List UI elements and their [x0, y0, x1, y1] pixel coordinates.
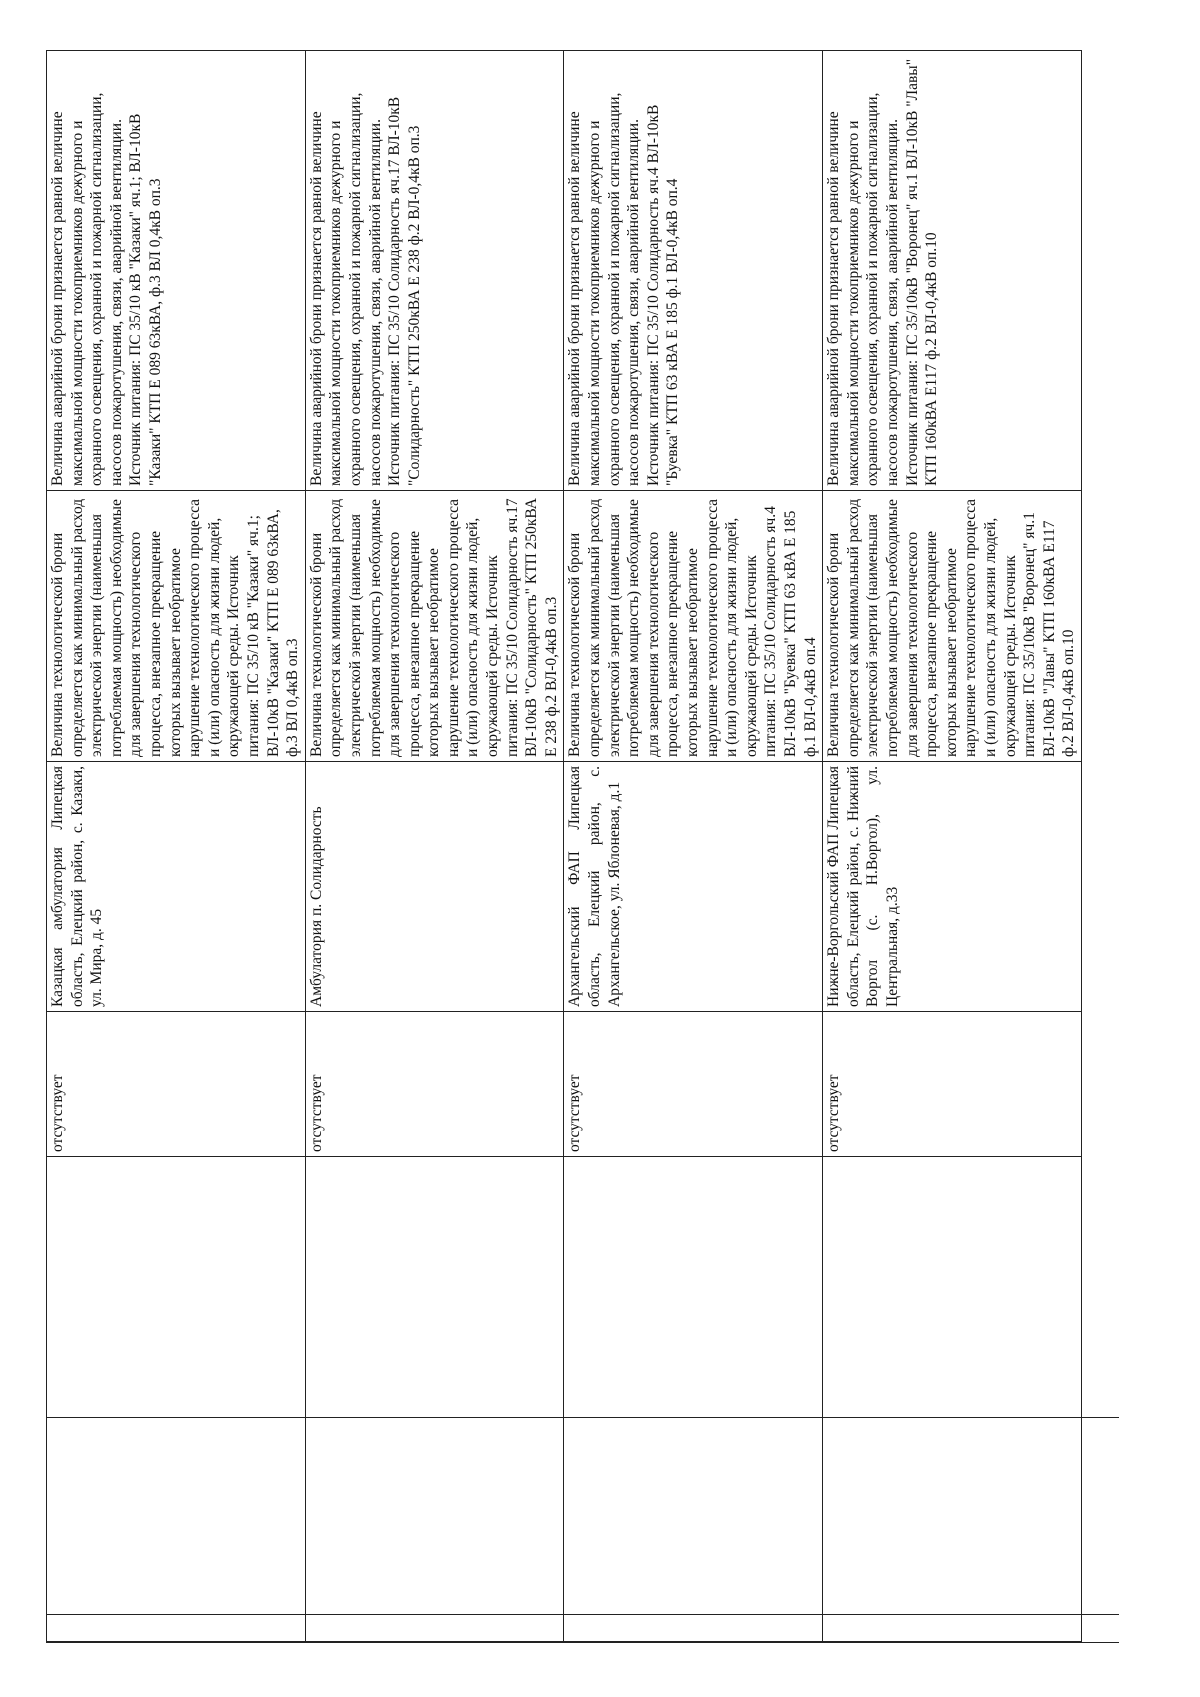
ruled-line	[46, 1614, 1119, 1615]
facility-cell: Амбулатория п. Солидарность	[305, 762, 564, 1012]
reservation-table	[46, 50, 1082, 1642]
table-row	[305, 51, 564, 1642]
tech-bron-cell: Величина технологической брони определяется как минимальный расход электрической энергии (наименьшая потребляемая мощность) необходимые для завершения технологического процесса, внезапное прекращение которых вызывает необратимое нарушение технологического процесса и (или) опасность для жизни людей, окружающей среды. Источник питания: ПС 35/10 Солидарность яч.17 ВЛ-10кВ "Солидарность" КТП 250кВА Е 238 ф.2 ВЛ-0,4кВ оп.3	[305, 491, 564, 762]
empty-cell	[47, 1157, 306, 1642]
tech-bron-cell: Величина технологической брони определяется как минимальный расход электрической энергии (наименьшая потребляемая мощность) необходимые для завершения технологического процесса, внезапное прекращение которых вызывает необратимое нарушение технологического процесса и (или) опасность для жизни людей, окружающей среды. Источник питания: ПС 35/10 кВ "Казаки" яч.1; ВЛ-10кВ "Казаки" КТП Е 089 63кВА, ф.3 ВЛ 0,4кВ оп.3	[47, 491, 306, 762]
empty-cell	[823, 1157, 1082, 1642]
table-row	[564, 51, 823, 1642]
rotated-page	[46, 50, 1153, 1642]
col2-cell: отсутствует	[564, 1012, 823, 1157]
empty-cell	[305, 1157, 564, 1642]
col2-cell: отсутствует	[823, 1012, 1082, 1157]
empty-cell	[564, 1157, 823, 1642]
tech-bron-cell: Величина технологической брони определяется как минимальный расход электрической энергии (наименьшая потребляемая мощность) необходимые для завершения технологического процесса, внезапное прекращение которых вызывает необратимое нарушение технологического процесса и (или) опасность для жизни людей, окружающей среды. Источник питания: ПС 35/10кВ "Воронец" яч.1 ВЛ-10кВ "Лавы" КТП 160кВА Е117 ф.2 ВЛ-0,4кВ оп.10	[823, 491, 1082, 762]
ruled-line	[46, 1417, 1119, 1418]
table-row	[823, 51, 1082, 1642]
facility-cell: Казацкая амбулатория Липецкая область, Елецкий район, с. Казаки, ул. Мира, д. 45	[47, 762, 306, 1012]
facility-cell: Нижне-Воргольский ФАП Липецкая область, Елецкий район, с. Нижний Воргол (с. Н.Воргол), ул. Центральная, д.33	[823, 762, 1082, 1012]
facility-cell: Архангельский ФАП Липецкая область, Елецкий район, с. Архангельское, ул. Яблоневая, д.1	[564, 762, 823, 1012]
avar-bron-cell: Величина аварийной брони признается равной величине максимальной мощности токоприемников дежурного и охранного освещения, охранной и пожарной сигнализации, насосов пожаротушения, связи, аварийной вентиляции. Источник питания: ПС 35/10кВ "Воронец" яч.1 ВЛ-10кВ "Лавы" КТП 160кВА Е117 ф.2 ВЛ-0,4кВ оп.10	[823, 51, 1082, 491]
ruled-line	[46, 1642, 1119, 1643]
avar-bron-cell: Величина аварийной брони признается равной величине максимальной мощности токоприемников дежурного и охранного освещения, охранной и пожарной сигнализации, насосов пожаротушения, связи, аварийной вентиляции. Источник питания: ПС 35/10 Солидарность яч.17 ВЛ-10кВ "Солидарность" КТП 250кВА Е 238 ф.2 ВЛ-0,4кВ оп.3	[305, 51, 564, 491]
col2-cell: отсутствует	[305, 1012, 564, 1157]
col2-cell: отсутствует	[47, 1012, 306, 1157]
avar-bron-cell: Величина аварийной брони признается равной величине максимальной мощности токоприемников дежурного и охранного освещения, охранной и пожарной сигнализации, насосов пожаротушения, связи, аварийной вентиляции. Источник питания: ПС 35/10 Солидарность яч.4 ВЛ-10кВ "Буевка" КТП 63 кВА Е 185 ф.1 ВЛ-0,4кВ оп.4	[564, 51, 823, 491]
tech-bron-cell: Величина технологической брони определяется как минимальный расход электрической энергии (наименьшая потребляемая мощность) необходимые для завершения технологического процесса, внезапное прекращение которых вызывает необратимое нарушение технологического процесса и (или) опасность для жизни людей, окружающей среды. Источник питания: ПС 35/10 Солидарность яч.4 ВЛ-10кВ "Буевка" КТП 63 кВА Е 185 ф.1 ВЛ-0,4кВ оп.4	[564, 491, 823, 762]
avar-bron-cell: Величина аварийной брони признается равной величине максимальной мощности токоприемников дежурного и охранного освещения, охранной и пожарной сигнализации, насосов пожаротушения, связи, аварийной вентиляции. Источник питания: ПС 35/10 кВ "Казаки" яч.1; ВЛ-10кВ "Казаки" КТП Е 089 63кВА, ф.3 ВЛ 0,4кВ оп.3	[47, 51, 306, 491]
table-row	[47, 51, 306, 1642]
